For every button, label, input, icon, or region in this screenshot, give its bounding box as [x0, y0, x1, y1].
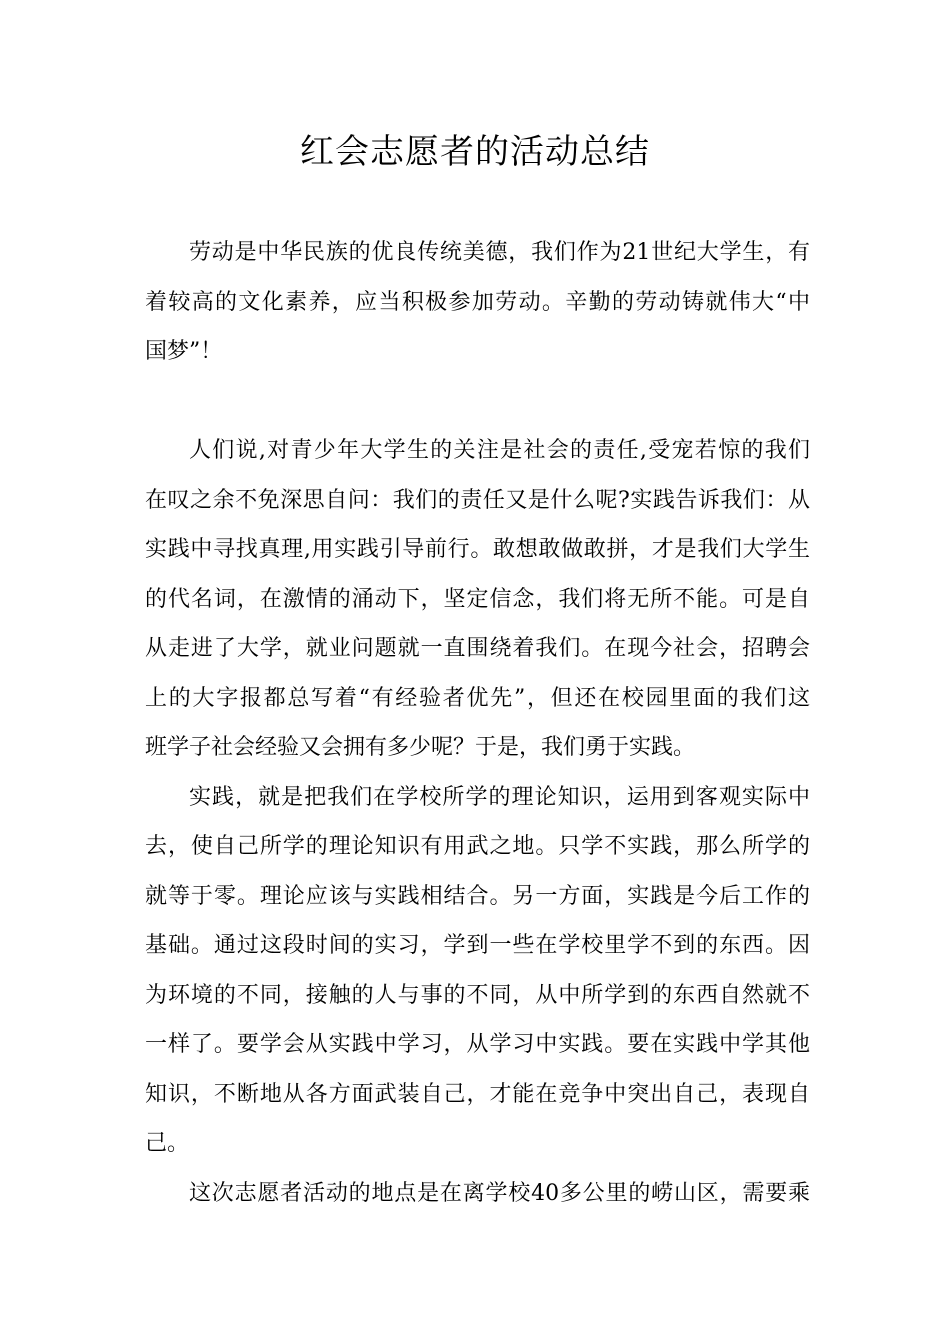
paragraph-4-line-1: 这次志愿者活动的地点是在离学校40多公里的崂山区，需要乘: [189, 1180, 810, 1206]
paragraph-3-line-5: 为环境的不同，接触的人与事的不同，从中所学到的东西自然就不: [145, 982, 810, 1008]
paragraph-2-line-1: 人们说,对青少年大学生的关注是社会的责任,受宠若惊的我们: [189, 438, 810, 463]
paragraph-1-line-3: 国梦”！: [145, 339, 223, 364]
paragraph-3-line-8: 己。: [145, 1131, 190, 1156]
paragraph-1-line-1: 劳动是中华民族的优良传统美德，我们作为21世纪大学生，有: [189, 240, 810, 265]
paragraph-gap: [145, 377, 810, 427]
paragraph-2-line-5: 从走进了大学，就业问题就一直围绕着我们。在现今社会，招聘会: [145, 636, 810, 661]
paragraph-2-line-6: 上的大字报都总写着“有经验者优先”，但还在校园里面的我们这: [145, 685, 810, 711]
paragraph-3-line-7: 知识，不断地从各方面武装自己，才能在竞争中突出自己，表现自: [145, 1081, 810, 1107]
paragraph-3-line-6: 一样了。要学会从实践中学习，从学习中实践。要在实践中学其他: [145, 1032, 810, 1057]
paragraph-2-line-3: 实践中寻找真理,用实践引导前行。敢想敢做敢拼，才是我们大学生: [145, 537, 810, 562]
paragraph-3-line-3: 就等于零。理论应该与实践相结合。另一方面，实践是今后工作的: [145, 883, 810, 909]
paragraph-3-line-4: 基础。通过这段时间的实习，学到一些在学校里学不到的东西。因: [145, 933, 810, 958]
paragraph-3-line-1: 实践，就是把我们在学校所学的理论知识，运用到客观实际中: [189, 784, 810, 810]
document-title: 红会志愿者的活动总结: [300, 132, 650, 172]
document-body: [145, 228, 810, 1218]
paragraph-1-line-2: 着较高的文化素养，应当积极参加劳动。辛勤的劳动铸就伟大“中: [145, 289, 810, 315]
paragraph-2-line-4: 的代名词，在激情的涌动下，坚定信念，我们将无所不能。可是自: [145, 586, 810, 612]
paragraph-3-line-2: 去，使自己所学的理论知识有用武之地。只学不实践，那么所学的: [145, 834, 810, 859]
paragraph-2-line-7: 班学子社会经验又会拥有多少呢？于是，我们勇于实践。: [145, 735, 696, 760]
paragraph-2-line-2: 在叹之余不免深思自问：我们的责任又是什么呢?实践告诉我们：从: [145, 487, 810, 513]
